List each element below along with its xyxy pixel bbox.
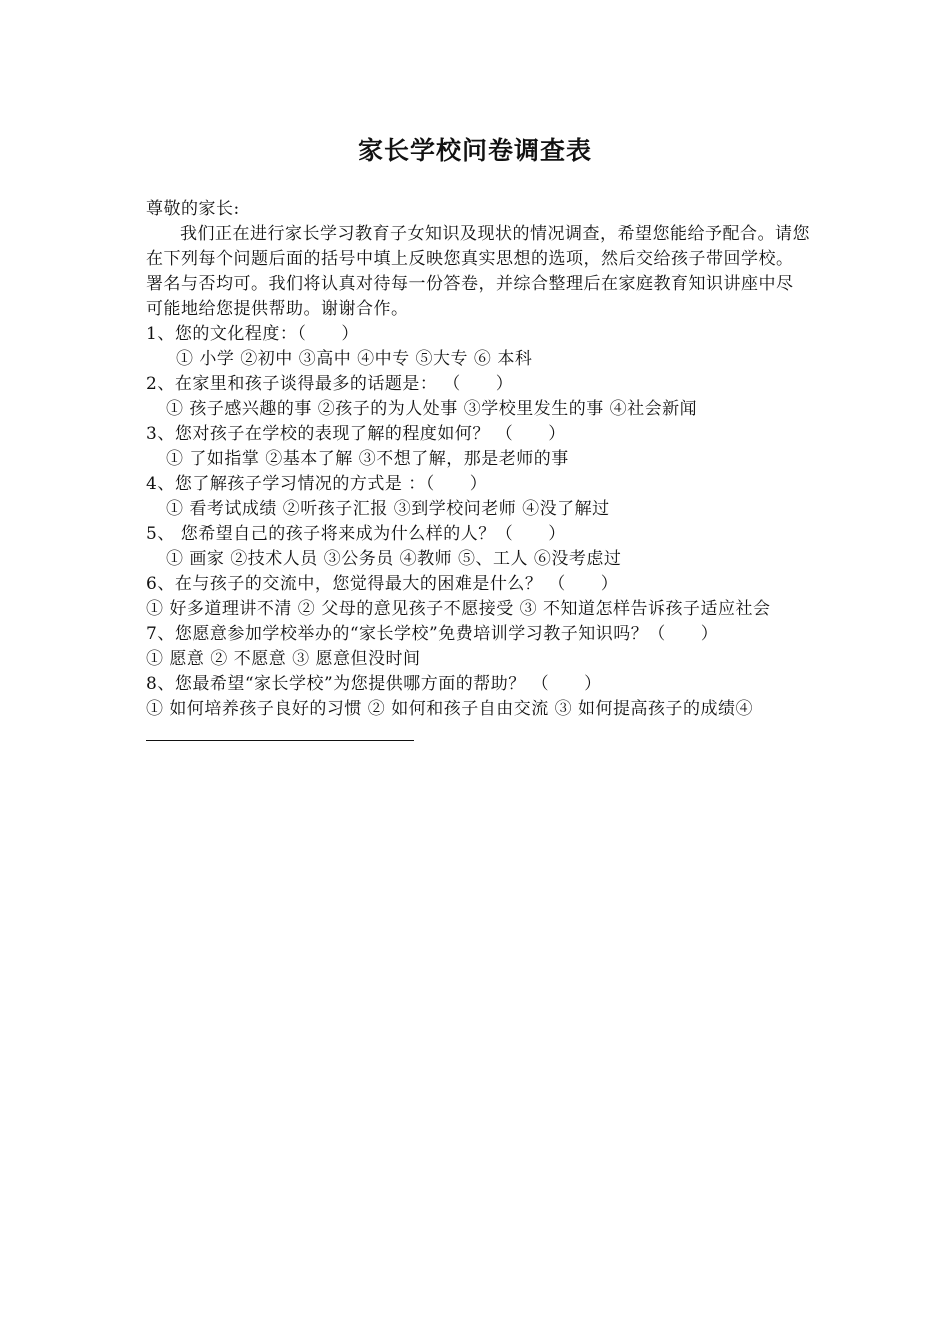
question-7: 7、您愿意参加学校举办的“家长学校”免费培训学习教子知识吗？（ ） [146, 624, 719, 644]
question-7-options: ① 愿意 ② 不愿意 ③ 愿意但没时间 [146, 649, 421, 669]
intro-paragraph: 我们正在进行家长学习教育子女知识及现状的情况调查，希望您能给予配合。请您在下列每个问题后面的括号中填上反映您真实思想的选项，然后交给孩子带回学校。署名与否均可。我们将认真对待每一份答卷，并综合整理后在家庭教育知识讲座中尽可能地给您提供帮助。谢谢合作。 [146, 224, 810, 319]
question-4-options: ① 看考试成绩 ②听孩子汇报 ③到学校问老师 ④没了解过 [166, 499, 610, 519]
question-3: 3、您对孩子在学校的表现了解的程度如何？ （ ） [146, 424, 566, 444]
question-1: 1、您的文化程度：（ ） [146, 324, 359, 344]
question-3-options: ① 了如指掌 ②基本了解 ③不想了解，那是老师的事 [166, 449, 569, 469]
question-6-options: ① 好多道理讲不清 ② 父母的意见孩子不愿接受 ③ 不知道怎样告诉孩子适应社会 [146, 599, 771, 619]
question-2: 2、在家里和孩子谈得最多的话题是： （ ） [146, 374, 514, 394]
question-6: 6、在与孩子的交流中，您觉得最大的困难是什么？ （ ） [146, 574, 619, 594]
question-1-options: ① 小学 ②初中 ③高中 ④中专 ⑤大专 ⑥ 本科 [176, 349, 533, 369]
question-5-options: ① 画家 ②技术人员 ③公务员 ④教师 ⑤、工人 ⑥没考虑过 [166, 549, 622, 569]
question-5: 5、 您希望自己的孩子将来成为什么样的人？（ ） [146, 524, 566, 544]
question-8-options-row [146, 697, 810, 749]
question-8: 8、您最希望“家长学校”为您提供哪方面的帮助？ （ ） [146, 674, 602, 694]
greeting: 尊敬的家长: [146, 199, 240, 219]
page-title: 家长学校问卷调查表 [357, 136, 592, 165]
question-2-options: ① 孩子感兴趣的事 ②孩子的为人处事 ③学校里发生的事 ④社会新闻 [166, 399, 698, 419]
fill-in-blank[interactable] [146, 722, 414, 741]
question-8-options: ① 如何培养孩子良好的习惯 ② 如何和孩子自由交流 ③ 如何提高孩子的成绩④ [146, 699, 754, 719]
question-4: 4、您了解孩子学习情况的方式是 ：（ ） [146, 474, 488, 494]
survey-body [146, 197, 810, 749]
